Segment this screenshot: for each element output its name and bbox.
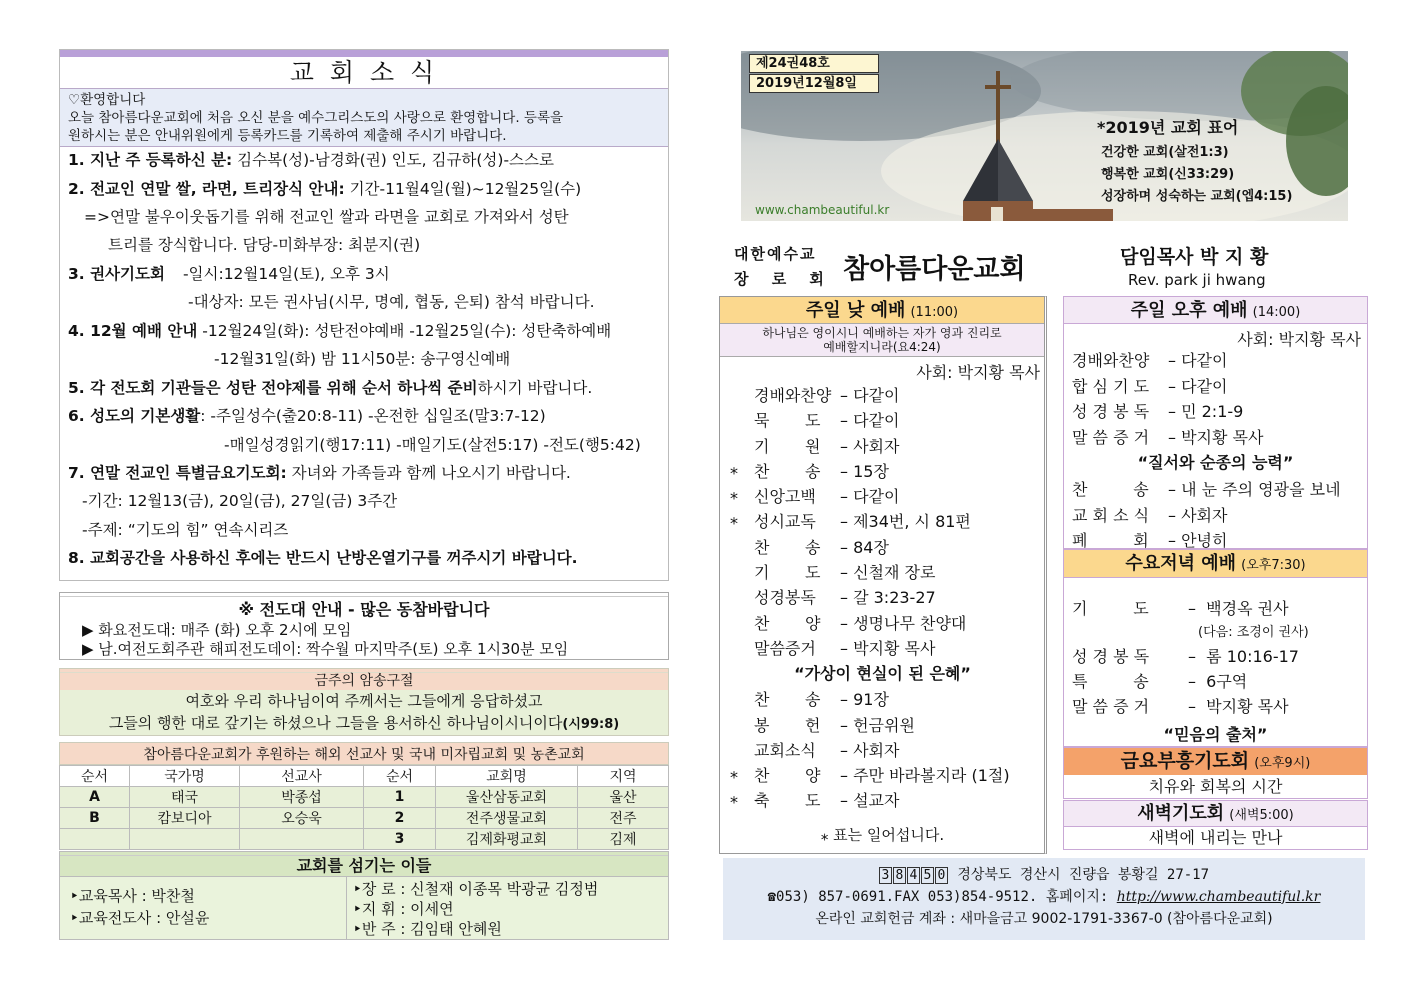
memory-verse-line-2: 그들의 행한 대로 갚기는 하셨으나 그들을 용서하신 하나님이시니이다(시99:8) xyxy=(108,714,620,732)
friday-subtitle: 치유와 회복의 시간 xyxy=(1148,777,1283,796)
friday-box xyxy=(1063,747,1368,799)
evangelism-title: ※ 전도대 안내 - 많은 동참바랍니다 xyxy=(238,600,490,619)
motto-title: *2019년 교회 표어 xyxy=(1097,118,1239,137)
news-item-3: 3. 권사기도회 -일시:12월14일(토), 오후 3시 xyxy=(68,265,390,283)
servants-left xyxy=(60,877,346,939)
order-value: – 사회자 xyxy=(840,436,900,456)
sunday-afternoon-leader: 사회: 박지황 목사 xyxy=(1237,330,1361,349)
order-value: – 다같이 xyxy=(1168,351,1228,370)
order-value: – 설교자 xyxy=(840,791,900,811)
order-item xyxy=(720,509,1045,534)
news-item-3-detail: -대상자: 모든 권사님(시무, 명예, 협동, 은퇴) 참석 바랍니다. xyxy=(188,293,595,311)
order-value: – 다같이 xyxy=(1168,376,1228,396)
order-label: 묵 도 xyxy=(754,411,821,431)
welcome-box xyxy=(60,89,668,147)
support-cell: 캄보디아 xyxy=(130,808,240,829)
support-header: 선교사 xyxy=(240,766,364,787)
order-label: 합 심 기 도 xyxy=(1072,376,1150,396)
wednesday-sermon: “믿음의 출처” xyxy=(1163,725,1268,744)
news-item-8: 8. 교회공간을 사용하신 후에는 반드시 난방온열기구를 꺼주시기 바랍니다. xyxy=(68,549,578,567)
support-box xyxy=(59,742,669,850)
order-value: – 사회자 xyxy=(840,740,900,760)
support-row xyxy=(60,808,669,829)
stand-marker: ⁎ xyxy=(730,458,738,478)
dawn-title: 새벽기도회 (새벽5:00) xyxy=(1064,801,1367,827)
order-value: – 다같이 xyxy=(840,487,900,507)
servant-item: ‣반 주 : 김임태 안혜원 xyxy=(353,920,502,938)
welcome-heading: ♡환영합니다 xyxy=(68,92,146,108)
order-item xyxy=(1064,477,1367,503)
support-cell xyxy=(60,829,130,850)
order-label: 교 회 소 식 xyxy=(1072,505,1150,525)
footer-contact: ☎053) 857-0691.FAX 053)854-9512. 홈페이지: http://www.chambeautiful.kr xyxy=(767,889,1321,905)
news-item-7: 7. 연말 전교인 특별금요기도회: 자녀와 가족들과 함께 나오시기 바랍니다. xyxy=(68,464,571,482)
banner-image xyxy=(741,51,1348,221)
order-item xyxy=(1064,596,1367,621)
order-item xyxy=(720,408,1045,433)
support-header: 순서 xyxy=(60,766,130,787)
order-value: – 다같이 xyxy=(840,411,900,431)
zip-digit: 8 xyxy=(893,867,906,884)
sunday-afternoon-title: 주일 오후 예배 (14:00) xyxy=(1064,297,1367,324)
order-item xyxy=(720,636,1045,661)
order-label: 기 도 xyxy=(1072,599,1149,618)
order-label: 찬 양 xyxy=(754,613,821,633)
sunday-morning-leader: 사회: 박지황 목사 xyxy=(916,363,1040,382)
order-value: – 갈 3:23-27 xyxy=(840,588,936,608)
issue-number: 제24권48호 xyxy=(749,54,879,73)
banner-url: www.chambeautiful.kr xyxy=(755,203,890,217)
motto-line: 성장하며 성숙하는 교회(엡4:15) xyxy=(1101,189,1293,204)
order-value: – 백경옥 권사 xyxy=(1188,599,1289,618)
servants-title: 교회를 섬기는 이들 xyxy=(60,856,668,877)
order-item xyxy=(1064,694,1367,719)
news-item-6: 6. 성도의 기본생활: -주일성수(출20:8-11) -온전한 십일조(말3:7-12) xyxy=(68,407,546,425)
support-cell: 태국 xyxy=(130,787,240,808)
welcome-line-2: 원하시는 분은 안내위원에게 등록카드를 기록하여 제출해 주시기 바랍니다. xyxy=(68,128,507,144)
support-header: 국가명 xyxy=(130,766,240,787)
servant-item: ‣장 로 : 신철재 이종목 박광균 김정범 xyxy=(353,880,599,898)
support-cell: B xyxy=(60,808,130,829)
order-item xyxy=(720,560,1045,585)
support-header: 교회명 xyxy=(436,766,578,787)
senior-pastor-english: Rev. park ji hwang xyxy=(1128,271,1266,289)
stand-marker: ⁎ xyxy=(730,763,738,783)
order-item xyxy=(1064,669,1367,694)
zip-digit: 5 xyxy=(921,867,934,884)
news-item-2-detail-2: 트리를 장식합니다. 담당-미화부장: 최분지(권) xyxy=(108,236,421,254)
friday-title: 금요부흥기도회 (오후9시) xyxy=(1064,748,1367,775)
order-item xyxy=(1064,399,1367,425)
sunday-afternoon-box xyxy=(1063,296,1368,549)
support-header-row xyxy=(60,766,669,787)
news-item-7-theme: -주제: “기도의 힘” 연속시리즈 xyxy=(82,521,289,539)
sunday-afternoon-order xyxy=(1064,348,1367,554)
news-item-4-detail: -12월31일(화) 밤 11시50분: 송구영신예배 xyxy=(214,350,511,368)
order-label: 특 송 xyxy=(1072,672,1149,691)
welcome-line-1: 오늘 참아름다운교회에 처음 오신 분을 예수그리스도의 사랑으로 환영합니다. 등록을 xyxy=(68,110,564,126)
footer-address: 3 8 4 5 0 경상북도 경산시 진량읍 봉황길 27-17 xyxy=(723,864,1365,886)
evangelism-line-1: ▶ 화요전도대: 매주 (화) 오후 2시에 모임 xyxy=(82,621,352,639)
order-value: – 신철재 장로 xyxy=(840,563,936,583)
zip-digit: 4 xyxy=(907,867,920,884)
order-item xyxy=(720,383,1045,408)
order-label: 찬 송 xyxy=(1072,480,1149,499)
order-item xyxy=(720,788,1045,813)
order-value: – 박지황 목사 xyxy=(1168,427,1264,447)
support-header: 지역 xyxy=(578,766,669,787)
order-item xyxy=(1064,621,1367,644)
order-label: 찬 양 xyxy=(754,766,821,786)
order-value: – 생명나무 찬양대 xyxy=(840,613,967,633)
evangelism-box xyxy=(59,592,669,660)
order-label: 성 경 봉 독 xyxy=(1072,647,1150,666)
support-table xyxy=(59,765,669,850)
support-cell: 전주생물교회 xyxy=(436,808,578,829)
support-cell: 박종섭 xyxy=(240,787,364,808)
order-item xyxy=(720,611,1045,636)
motto-line: 행복한 교회(신33:29) xyxy=(1101,167,1235,182)
order-item xyxy=(720,535,1045,560)
zip-code xyxy=(879,867,949,883)
sermon-title: “질서와 순종의 능력” xyxy=(1137,453,1294,472)
order-item xyxy=(720,434,1045,459)
news-top-bar xyxy=(60,50,668,57)
order-item xyxy=(1064,348,1367,374)
order-value: – 박지황 목사 xyxy=(1188,697,1289,716)
order-label: 말씀증거 xyxy=(754,638,816,658)
order-label: 성경봉독 xyxy=(754,588,816,608)
wednesday-title: 수요저녁 예배 (오후7:30) xyxy=(1064,550,1367,578)
wednesday-box xyxy=(1063,549,1368,747)
order-value: – 내 눈 주의 영광을 보네 xyxy=(1168,480,1341,499)
order-label: 봉 헌 xyxy=(754,715,821,735)
order-label: 교회소식 xyxy=(754,740,816,760)
order-label: 경배와찬양 xyxy=(754,386,832,405)
support-cell: 오승욱 xyxy=(240,808,364,829)
verse-line: 하나님은 영이시니 예배하는 자가 영과 진리로 xyxy=(762,326,1002,340)
sunday-morning-verse xyxy=(720,324,1044,357)
zip-digit: 0 xyxy=(935,867,948,884)
order-item xyxy=(1064,644,1367,669)
news-item-2-detail: =>연말 불우이웃돕기를 위해 전교인 쌀과 라면을 교회로 가져와서 성탄 xyxy=(84,208,569,226)
support-cell: 1 xyxy=(364,787,436,808)
news-title: 교 회 소 식 xyxy=(60,57,668,89)
order-value: – 6구역 xyxy=(1188,672,1248,691)
issue-date: 2019년12월8일 xyxy=(749,74,879,93)
news-item-2: 2. 전교인 연말 쌀, 라면, 트리장식 안내: 기간-11월4일(월)~12월25일(수) xyxy=(68,180,582,198)
news-item-1: 1. 지난 주 등록하신 분: 김수복(성)-남경화(권) 인도, 김규하(성)-스스로 xyxy=(68,151,554,169)
order-label: 기 도 xyxy=(754,563,821,583)
order-item xyxy=(720,484,1045,509)
support-cell: 3 xyxy=(364,829,436,850)
zip-digit: 3 xyxy=(879,867,892,884)
dawn-box xyxy=(1063,800,1368,850)
order-item xyxy=(720,763,1045,788)
news-item-4: 4. 12월 예배 안내 -12월24일(화): 성탄전야예배 -12월25일(수): 성탄축하예배 xyxy=(68,322,612,340)
memory-verse-title: 금주의 암송구절 xyxy=(60,673,668,690)
order-value: – 84장 xyxy=(840,537,889,557)
support-cell: 2 xyxy=(364,808,436,829)
support-cell xyxy=(130,829,240,850)
memory-verse-box xyxy=(59,668,669,736)
support-cell: 김제 xyxy=(578,829,669,850)
sunday-morning-order xyxy=(720,383,1045,814)
denomination-line-2: 장 로 회 xyxy=(734,270,833,288)
order-value: – 롬 10:16-17 xyxy=(1188,647,1299,666)
order-value: – 15장 xyxy=(840,461,889,481)
order-value: – 민 2:1-9 xyxy=(1168,402,1244,421)
news-item-6-detail: -매일성경읽기(행17:11) -매일기도(살전5:17) -전도(행5:42) xyxy=(224,436,641,454)
sunday-morning-note: ⁎ 표는 일어섭니다. xyxy=(820,826,945,844)
order-value: – 주만 바라볼지라 (1절) xyxy=(840,766,1010,786)
verse-line: 예배할지니라(요4:24) xyxy=(823,340,941,354)
order-item xyxy=(720,738,1045,763)
servants-box xyxy=(59,851,669,940)
order-label: 말 씀 증 거 xyxy=(1072,697,1150,716)
church-name: 참아름다운교회 xyxy=(843,254,1026,285)
news-item-7-period: -기간: 12월13(금), 20일(금), 27일(금) 3주간 xyxy=(82,492,398,510)
support-cell: 김제화평교회 xyxy=(436,829,578,850)
order-item xyxy=(720,713,1045,738)
support-cell: 울산삼동교회 xyxy=(436,787,578,808)
order-value: – 사회자 xyxy=(1168,505,1228,525)
servant-item: ‣교육전도사 : 안설윤 xyxy=(70,909,210,927)
support-row xyxy=(60,829,669,850)
sunday-morning-title: 주일 낮 예배 (11:00) xyxy=(720,297,1044,324)
support-cell: 전주 xyxy=(578,808,669,829)
order-label: 축 도 xyxy=(754,791,821,811)
order-item xyxy=(720,687,1045,712)
order-value: (다음: 조경이 권사) xyxy=(1198,625,1309,640)
footer-account: 온라인 교회헌금 계좌 : 새마을금고 9002-1791-3367-0 (참아름다운교회) xyxy=(815,911,1273,927)
support-cell: 울산 xyxy=(578,787,669,808)
order-item xyxy=(1064,425,1367,451)
order-label: 찬 송 xyxy=(754,461,821,481)
support-title: 참아름다운교회가 후원하는 해외 선교사 및 국내 미자립교회 및 농촌교회 xyxy=(59,746,669,765)
dawn-subtitle: 새벽에 내리는 만나 xyxy=(1148,828,1283,847)
order-label: 경배와찬양 xyxy=(1072,351,1150,370)
order-item xyxy=(1064,503,1367,529)
support-cell xyxy=(240,829,364,850)
homepage-link[interactable]: http://www.chambeautiful.kr xyxy=(1116,889,1321,905)
order-label: 신앙고백 xyxy=(754,487,816,507)
order-label: 성 경 봉 독 xyxy=(1072,402,1150,421)
order-value: – 제34번, 시 81편 xyxy=(840,512,971,532)
order-value: – 박지황 목사 xyxy=(840,638,936,658)
order-label: 찬 송 xyxy=(754,537,821,557)
support-cell: A xyxy=(60,787,130,808)
order-label: 폐 회 xyxy=(1072,531,1149,550)
servant-item: ‣교육목사 : 박찬철 xyxy=(70,887,195,905)
order-value: – 헌금위원 xyxy=(840,715,915,735)
order-value: – 다같이 xyxy=(840,386,900,405)
evangelism-line-2: ▶ 남.여전도회주관 해피전도데이: 짝수월 마지막주(토) 오후 1시30분 모임 xyxy=(82,640,569,658)
order-item xyxy=(1064,374,1367,400)
news-item-5: 5. 각 전도회 기관들은 성탄 전야제를 위해 순서 하나씩 준비하시기 바랍니다. xyxy=(68,379,593,397)
servants-right xyxy=(346,877,668,939)
order-value: – 91장 xyxy=(840,690,889,710)
wednesday-order xyxy=(1064,596,1367,719)
support-row xyxy=(60,787,669,808)
stand-marker: ⁎ xyxy=(730,509,738,529)
order-value: – 안녕히 xyxy=(1168,531,1228,550)
sunday-morning-box xyxy=(719,296,1047,854)
servant-item: ‣지 휘 : 이세연 xyxy=(353,900,454,918)
senior-pastor: 담임목사 박 지 황 xyxy=(1120,246,1269,268)
memory-verse-line-1: 여호와 우리 하나님이여 주께서는 그들에게 응답하셨고 xyxy=(185,692,543,710)
order-item xyxy=(720,459,1045,484)
stand-marker: ⁎ xyxy=(730,788,738,808)
denomination-line-1: 대한예수교 xyxy=(734,245,817,263)
sermon-title: “가상이 현실이 된 은혜” xyxy=(794,664,971,684)
footer-box xyxy=(723,858,1365,940)
order-label: 말 씀 증 거 xyxy=(1072,427,1150,447)
order-label: 성시교독 xyxy=(754,512,816,532)
order-label: 찬 송 xyxy=(754,690,821,710)
support-header: 순서 xyxy=(364,766,436,787)
order-label: 기 원 xyxy=(754,436,821,456)
order-item xyxy=(720,585,1045,610)
motto-line: 건강한 교회(살전1:3) xyxy=(1101,145,1229,160)
stand-marker: ⁎ xyxy=(730,484,738,504)
